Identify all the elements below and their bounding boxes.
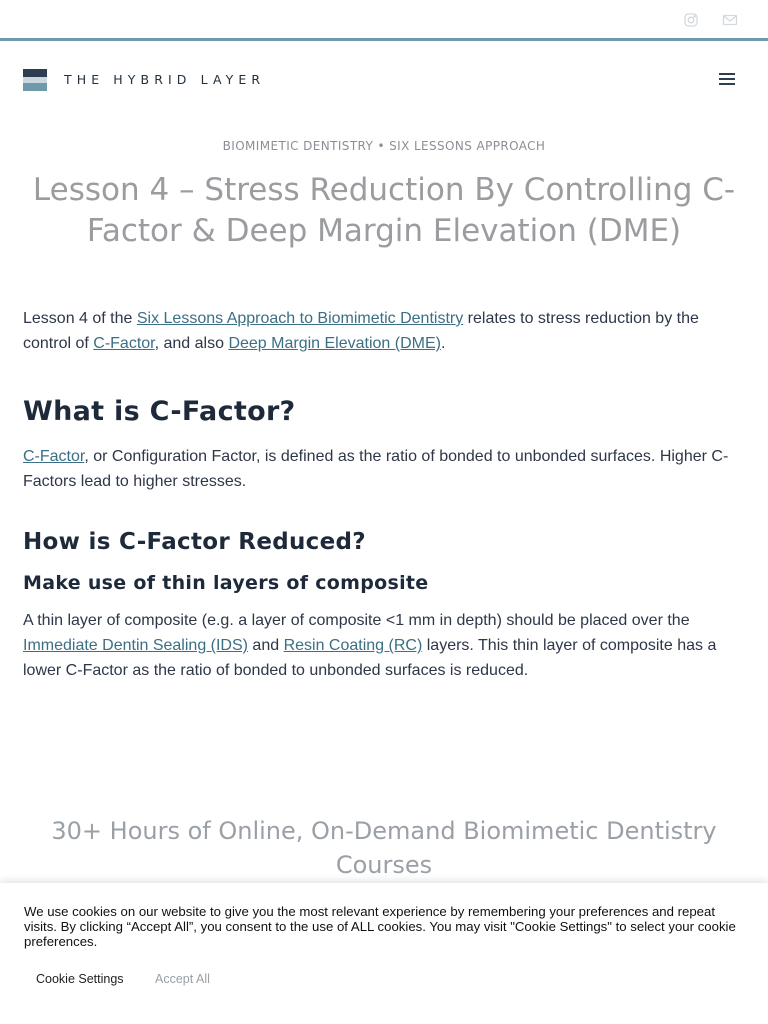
thin-layers-text-3: layers. This thin layer of composite has a lower C-Factor as the ratio of bonded to unbonded surfaces is reduced. bbox=[23, 637, 717, 679]
c-factor-link[interactable]: C-Factor bbox=[93, 335, 155, 352]
intro-text-3: , and also bbox=[154, 335, 229, 352]
cookie-consent-text: We use cookies on our website to give you the most relevant experience by remembering your preferences and repeat visits. By clicking “Accept All”, you consent to the use of ALL cookies. You may visit "Cookie Settings" to select your cookie preferences. bbox=[24, 904, 736, 949]
hamburger-menu-icon[interactable] bbox=[719, 73, 737, 87]
mail-icon[interactable] bbox=[722, 12, 738, 28]
c-factor-definition-paragraph bbox=[23, 444, 745, 494]
intro-text-1: Lesson 4 of the bbox=[23, 310, 137, 327]
thin-layers-text-2: and bbox=[247, 637, 284, 654]
intro-paragraph bbox=[23, 306, 745, 356]
heading-how-c-factor-reduced: How is C-Factor Reduced? bbox=[23, 529, 366, 555]
accept-all-button[interactable]: Accept All bbox=[155, 972, 210, 986]
six-lessons-link[interactable]: Six Lessons Approach to Biomimetic Dentistry bbox=[136, 310, 464, 327]
page-title: Lesson 4 – Stress Reduction By Controlling C-Factor & Deep Margin Elevation (DME) bbox=[32, 172, 736, 249]
category-breadcrumb[interactable]: BIOMIMETIC DENTISTRY • SIX LESSONS APPROACH bbox=[222, 139, 546, 153]
heading-thin-layers: Make use of thin layers of composite bbox=[23, 572, 429, 594]
cookie-consent-banner bbox=[0, 883, 768, 1024]
c-factor-definition-text: , or Configuration Factor, is defined as the ratio of bonded to unbonded surfaces. Higher C-Factors lead to higher stresses. bbox=[23, 448, 729, 490]
heading-what-is-c-factor: What is C-Factor? bbox=[23, 396, 296, 427]
resin-coating-link[interactable]: Resin Coating (RC) bbox=[283, 637, 423, 654]
cookie-settings-button[interactable]: Cookie Settings bbox=[36, 972, 124, 986]
thin-layers-paragraph bbox=[23, 608, 745, 683]
site-logo-text[interactable]: THE HYBRID LAYER bbox=[64, 72, 266, 87]
c-factor-definition-link[interactable]: C-Factor bbox=[23, 448, 85, 465]
top-bar bbox=[0, 0, 768, 41]
thin-layers-text-1: A thin layer of composite (e.g. a layer of composite <1 mm in depth) should be placed over the bbox=[23, 612, 690, 629]
site-header bbox=[0, 44, 768, 116]
logo-icon[interactable] bbox=[23, 69, 47, 91]
ids-link[interactable]: Immediate Dentin Sealing (IDS) bbox=[23, 637, 248, 654]
dme-link[interactable]: Deep Margin Elevation (DME) bbox=[228, 335, 441, 352]
intro-text-4: . bbox=[440, 335, 446, 352]
courses-promo-heading: 30+ Hours of Online, On-Demand Biomimetic Dentistry Courses bbox=[51, 817, 717, 879]
intro-text-2: relates to stress reduction by the control of bbox=[23, 310, 699, 352]
instagram-icon[interactable] bbox=[683, 12, 699, 28]
